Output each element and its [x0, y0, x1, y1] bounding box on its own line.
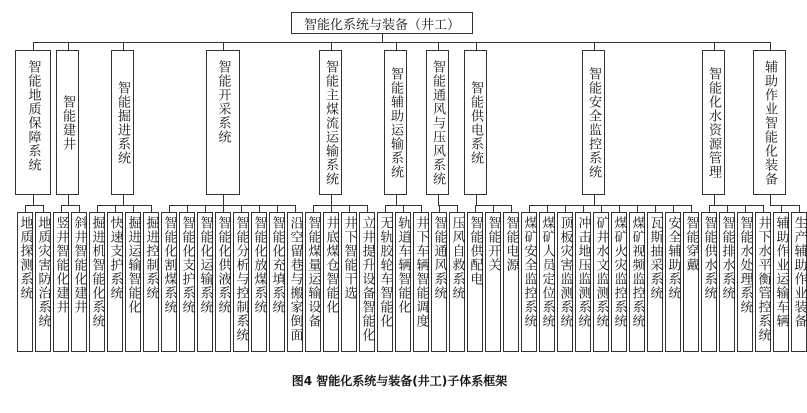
leaf-node: [125, 212, 141, 352]
connector-line: [43, 205, 44, 212]
connector-line: [331, 42, 332, 50]
category-node: [426, 50, 449, 195]
connector-line: [187, 205, 188, 212]
category-label: 智能通风与压风系统: [430, 59, 445, 186]
leaf-label: 煤矿视频监控系统: [629, 216, 645, 328]
leaf-label: 智能开关: [485, 216, 501, 272]
leaf-label: 竖井智能化建井: [53, 216, 69, 314]
leaf-label: 智能穿戴: [683, 216, 699, 272]
category-node: [753, 50, 786, 195]
connector-line: [151, 205, 152, 212]
leaf-node: [611, 212, 627, 352]
leaf-label: 地质灾害防治系统: [35, 216, 51, 328]
connector-line: [313, 205, 368, 206]
leaf-node: [305, 212, 321, 352]
leaf-node: [359, 212, 375, 352]
leaf-label: 顶板灾害监测系统: [557, 216, 573, 328]
leaf-label: 矿井水文监测系统: [593, 216, 609, 328]
leaf-node: [575, 212, 591, 352]
category-label: 智能地质保障系统: [25, 59, 41, 172]
connector-line: [770, 42, 771, 50]
leaf-label: 智能供水系统: [701, 216, 717, 300]
leaf-label: 智能化供液系统: [215, 216, 231, 314]
connector-line: [565, 205, 566, 212]
connector-line: [133, 205, 134, 212]
root-node: [291, 12, 473, 34]
leaf-node: [89, 212, 105, 352]
leaf-node: [17, 212, 33, 352]
connector-line: [709, 205, 710, 212]
connector-line: [223, 205, 224, 212]
leaf-label: 瓦斯抽采系统: [647, 216, 663, 300]
leaf-node: [215, 212, 231, 352]
category-node: [384, 50, 407, 195]
leaf-node: [737, 212, 753, 352]
leaf-node: [683, 212, 699, 352]
leaf-label: 压风自救系统: [449, 216, 465, 300]
leaf-label: 井底煤仓智能化: [323, 216, 339, 314]
leaf-node: [431, 212, 447, 352]
leaf-label: 掘进机智能化系统: [89, 216, 105, 328]
leaf-node: [413, 212, 429, 352]
connector-line: [97, 205, 98, 212]
connector-line: [295, 205, 296, 212]
connector-line: [97, 205, 152, 206]
connector-line: [727, 205, 728, 212]
leaf-label: 无轨胶轮车智能化: [377, 216, 393, 328]
leaf-label: 轨道车辆智能化: [395, 216, 411, 314]
connector-line: [438, 205, 458, 206]
connector-line: [673, 205, 674, 212]
leaf-node: [647, 212, 663, 352]
connector-line: [529, 205, 530, 212]
leaf-label: 智能分析与控制系统: [233, 216, 249, 342]
connector-line: [493, 205, 494, 212]
leaf-node: [233, 212, 249, 352]
leaf-node: [251, 212, 267, 352]
connector-line: [396, 195, 397, 205]
category-node: [111, 50, 134, 195]
category-label: 智能辅助运输系统: [388, 66, 403, 179]
connector-line: [745, 205, 746, 212]
connector-line: [25, 205, 26, 212]
connector-line: [770, 195, 771, 205]
connector-line: [619, 205, 620, 212]
leaf-node: [35, 212, 51, 352]
connector-line: [25, 205, 44, 206]
leaf-label: 智能化支护系统: [179, 216, 195, 314]
connector-line: [637, 205, 638, 212]
connector-line: [476, 195, 477, 205]
leaf-label: 快速支护系统: [107, 216, 123, 300]
connector-line: [529, 205, 692, 206]
leaf-label: 沿空留巷与搬家倒面: [287, 216, 303, 342]
leaf-label: 生产辅助作业装备: [791, 216, 807, 328]
leaf-node: [629, 212, 645, 352]
leaf-label: 智能供配电: [467, 216, 483, 286]
category-node: [206, 50, 240, 195]
category-label: 智能主煤流运输系统: [323, 59, 338, 186]
connector-line: [68, 195, 69, 205]
category-label: 辅助作业智能化装备: [762, 59, 777, 186]
leaf-label: 掘进运输智能化: [125, 216, 141, 314]
leaf-node: [773, 212, 789, 352]
connector-line: [770, 205, 800, 206]
leaf-node: [395, 212, 411, 352]
connector-line: [763, 205, 764, 212]
connector-line: [241, 205, 242, 212]
connector-line: [511, 205, 512, 212]
leaf-node: [161, 212, 177, 352]
category-node: [582, 50, 605, 195]
leaf-node: [557, 212, 573, 352]
connector-line: [33, 42, 771, 43]
leaf-node: [521, 212, 537, 352]
connector-line: [385, 205, 386, 212]
connector-line: [79, 205, 80, 212]
leaf-label: 煤矿火灾监控系统: [611, 216, 627, 328]
connector-line: [781, 205, 782, 212]
leaf-label: 智能化割煤系统: [161, 216, 177, 314]
leaf-node: [791, 212, 807, 352]
connector-line: [403, 205, 404, 212]
connector-line: [476, 42, 477, 50]
connector-line: [594, 42, 595, 50]
connector-line: [367, 205, 368, 212]
leaf-node: [287, 212, 303, 352]
leaf-node: [71, 212, 87, 352]
connector-line: [223, 195, 224, 205]
leaf-label: 冲击地压监测系统: [575, 216, 591, 328]
leaf-node: [179, 212, 195, 352]
leaf-label: 井下水平衡管控系统: [755, 216, 771, 342]
leaf-node: [593, 212, 609, 352]
connector-line: [349, 205, 350, 212]
leaf-label: 安全辅助系统: [665, 216, 681, 300]
leaf-label: 立井提升设备智能化: [359, 216, 375, 342]
leaf-node: [719, 212, 735, 352]
leaf-node: [665, 212, 681, 352]
leaf-node: [377, 212, 393, 352]
category-node: [464, 50, 487, 195]
connector-line: [123, 42, 124, 50]
leaf-label: 智能排水系统: [719, 216, 735, 300]
leaf-label: 智能煤量运输设备: [305, 216, 321, 328]
connector-line: [439, 205, 440, 212]
leaf-node: [53, 212, 69, 352]
leaf-label: 掘进控制系统: [143, 216, 159, 300]
connector-line: [61, 205, 62, 212]
leaf-node: [539, 212, 555, 352]
leaf-label: 煤矿安全监控系统: [521, 216, 537, 328]
figure-caption: 图4 智能化系统与装备(井工)子体系框架: [291, 374, 508, 388]
leaf-node: [143, 212, 159, 352]
connector-line: [223, 42, 224, 50]
connector-line: [331, 205, 332, 212]
leaf-label: 斜井智能化建井: [71, 216, 87, 314]
leaf-node: [107, 212, 123, 352]
category-label: 智能开采系统: [215, 59, 231, 144]
leaf-label: 智能化充填系统: [269, 216, 285, 314]
connector-line: [115, 205, 116, 212]
connector-line: [457, 205, 458, 212]
category-label: 智能化水资源管理: [706, 66, 721, 179]
connector-line: [714, 195, 715, 205]
connector-line: [68, 42, 69, 50]
leaf-label: 智能通风系统: [431, 216, 447, 300]
leaf-node: [467, 212, 483, 352]
category-node: [15, 50, 51, 195]
connector-line: [33, 42, 34, 50]
connector-line: [438, 42, 439, 50]
category-node: [319, 50, 342, 195]
leaf-node: [341, 212, 357, 352]
root-label: 智能化系统与装备（井工）: [303, 17, 460, 33]
leaf-node: [503, 212, 519, 352]
category-label: 智能供电系统: [468, 80, 483, 165]
connector-line: [601, 205, 602, 212]
category-label: 智能建井: [60, 94, 75, 151]
leaf-node: [701, 212, 717, 352]
connector-line: [583, 205, 584, 212]
leaf-node: [485, 212, 501, 352]
connector-line: [709, 205, 764, 206]
leaf-label: 智能电源: [503, 216, 519, 272]
connector-line: [169, 205, 170, 212]
connector-line: [277, 205, 278, 212]
category-label: 智能安全监控系统: [586, 66, 601, 179]
leaf-label: 井下智能干选: [341, 216, 357, 300]
connector-line: [396, 42, 397, 50]
leaf-node: [323, 212, 339, 352]
connector-line: [313, 205, 314, 212]
category-node: [702, 50, 725, 195]
leaf-label: 智能化放煤系统: [251, 216, 267, 314]
category-label: 智能掘进系统: [115, 80, 130, 165]
connector-line: [421, 205, 422, 212]
connector-line: [655, 205, 656, 212]
connector-line: [547, 205, 548, 212]
leaf-label: 煤矿人员定位系统: [539, 216, 555, 328]
leaf-label: 智能水处理系统: [737, 216, 753, 314]
leaf-node: [449, 212, 465, 352]
connector-line: [61, 205, 80, 206]
connector-line: [438, 195, 439, 205]
leaf-label: 井下车辆智能调度: [413, 216, 429, 328]
leaf-label: 智能化运输系统: [197, 216, 213, 314]
connector-line: [123, 195, 124, 205]
connector-line: [799, 205, 800, 212]
leaf-label: 辅助作业运输车辆: [773, 216, 789, 328]
connector-line: [382, 34, 383, 42]
connector-line: [331, 195, 332, 205]
leaf-label: 地质探测系统: [17, 216, 33, 300]
leaf-node: [197, 212, 213, 352]
connector-line: [259, 205, 260, 212]
connector-line: [714, 42, 715, 50]
connector-line: [594, 195, 595, 205]
leaf-node: [755, 212, 771, 352]
category-node: [56, 50, 79, 195]
connector-line: [33, 195, 34, 205]
leaf-node: [269, 212, 285, 352]
connector-line: [475, 205, 476, 212]
connector-line: [691, 205, 692, 212]
connector-line: [205, 205, 206, 212]
